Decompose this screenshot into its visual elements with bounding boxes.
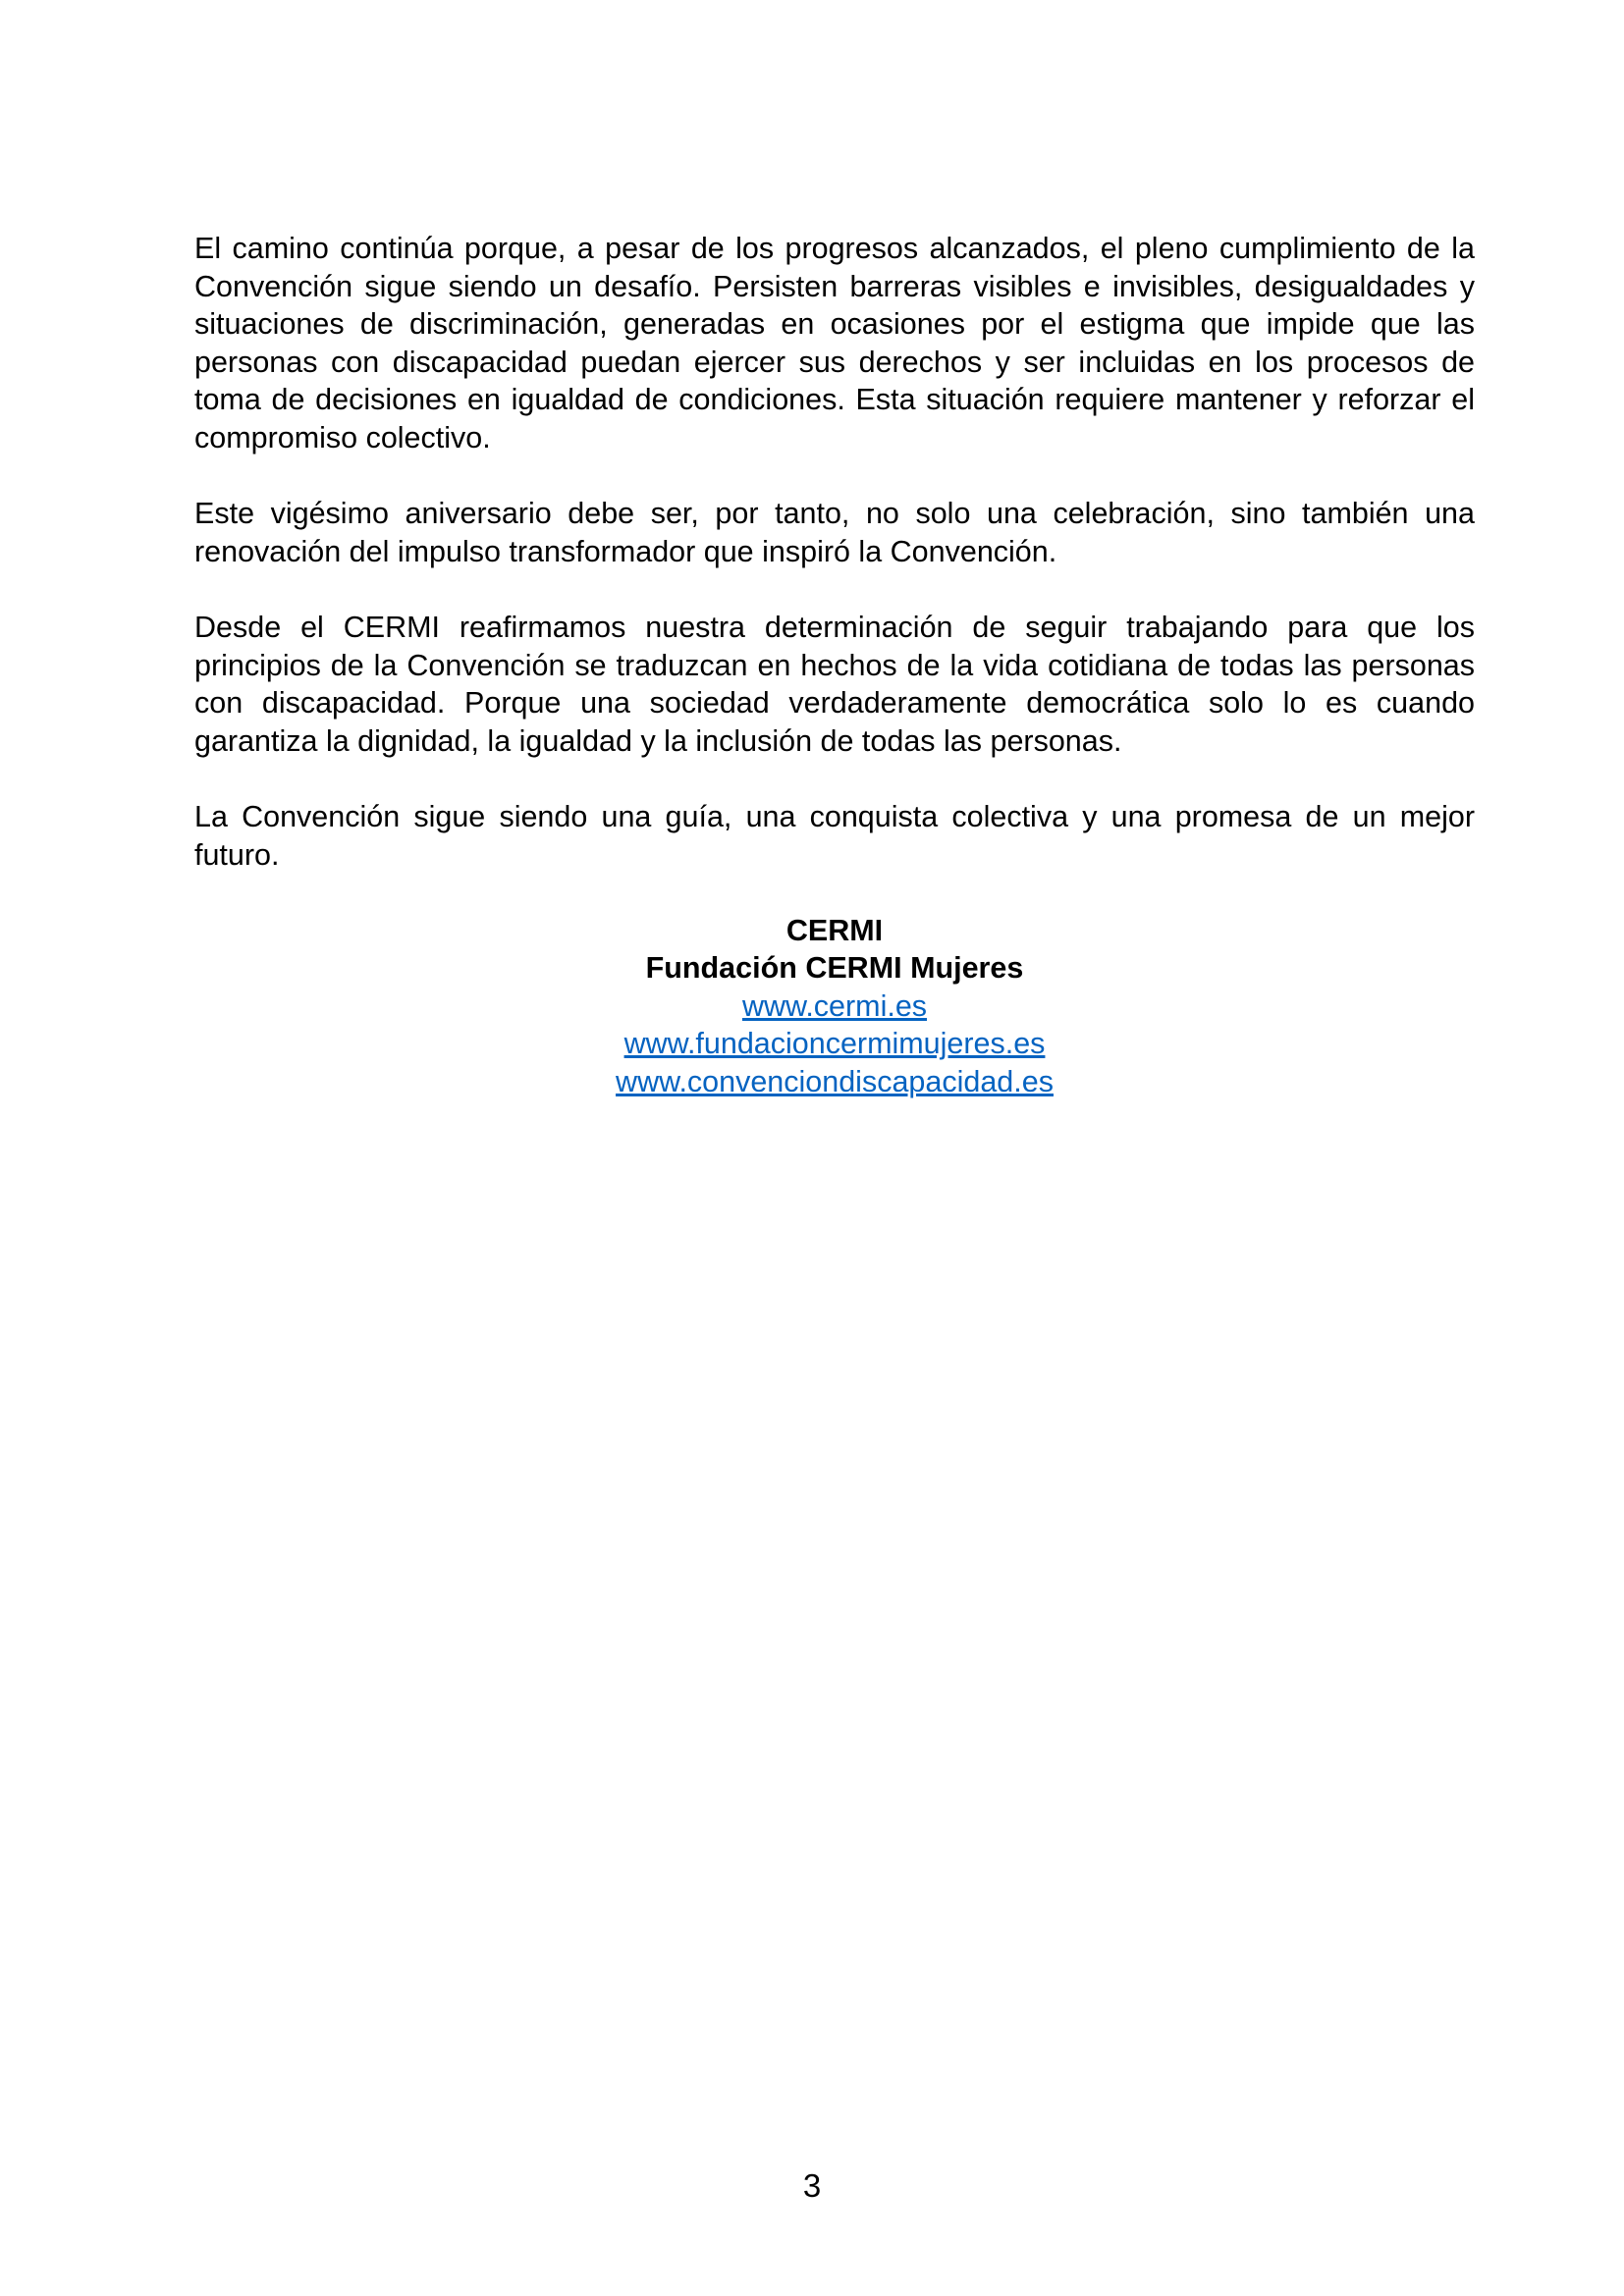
paragraph-1: El camino continúa porque, a pesar de los progresos alcanzados, el pleno cumplimiento de la Convención sigue siendo un desafío. Persisten barreras visibles e invisibles, desigualdades y situaciones de discriminación, generadas en ocasiones por el estigma que impide que las personas con discapacidad puedan ejercer sus derechos y ser incluidas en los procesos de toma de decisiones en igualdad de condiciones. Esta situación requiere mantener y reforzar el compromiso colectivo.: [194, 232, 1475, 454]
link-fundacion-cermi-mujeres[interactable]: www.fundacioncermimujeres.es: [623, 1027, 1046, 1061]
signature-block: [194, 912, 1475, 1101]
page-number: 3: [802, 2167, 822, 2204]
document-body: [194, 230, 1475, 1101]
link-cermi[interactable]: www.cermi.es: [741, 988, 928, 1023]
paragraph-3: Desde el CERMI reafirmamos nuestra determinación de seguir trabajando para que los principios de la Convención se traduzcan en hechos de la vida cotidiana de todas las personas con discapacidad. Porque una sociedad verdaderamente democrática solo lo es cuando garantiza la dignidad, la igualdad y la inclusión de todas las personas.: [194, 610, 1475, 758]
paragraph-4: La Convención sigue siendo una guía, una conquista colectiva y una promesa de un mejor futuro.: [194, 799, 1475, 872]
signature-org-cermi: CERMI: [785, 913, 884, 947]
paragraph-2: Este vigésimo aniversario debe ser, por tanto, no solo una celebración, sino también una renovación del impulso transformador que inspiró la Convención.: [194, 497, 1475, 568]
signature-org-fundacion: Fundación CERMI Mujeres: [645, 951, 1024, 986]
link-convencion-discapacidad[interactable]: www.convenciondiscapacidad.es: [616, 1065, 1054, 1099]
